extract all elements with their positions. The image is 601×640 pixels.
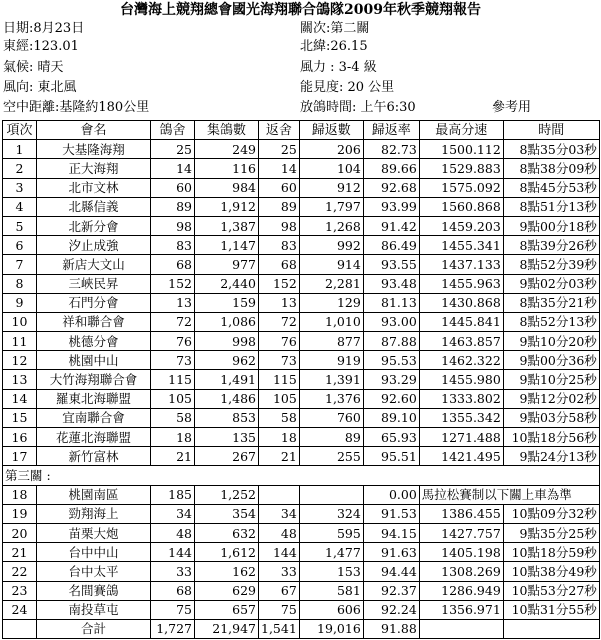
cell-returned-lofts: 58 xyxy=(259,408,300,427)
table-row xyxy=(3,485,600,504)
cell-rate: 93.29 xyxy=(363,370,419,389)
info-date: 日期:8月23日 xyxy=(3,21,85,36)
cell-rate: 86.49 xyxy=(363,236,419,255)
cell-club: 南投草屯 xyxy=(37,600,151,619)
cell-time: 8點51分13秒 xyxy=(503,197,599,216)
cell-top-speed: 1427.757 xyxy=(419,523,503,542)
cell-returned: 104 xyxy=(299,159,363,178)
cell-collected: 632 xyxy=(195,523,259,542)
cell-collected: 1,486 xyxy=(195,389,259,408)
col-header: 時間 xyxy=(503,121,599,140)
cell-rate: 92.24 xyxy=(363,600,419,619)
cell-index: 16 xyxy=(3,428,37,447)
cell-rate: 95.53 xyxy=(363,351,419,370)
info-round: 關次:第二關 xyxy=(300,21,370,36)
cell-collected: 116 xyxy=(195,159,259,178)
cell-time: 9點00分18秒 xyxy=(503,216,599,235)
cell-time: 8點45分53秒 xyxy=(503,178,599,197)
cell-index: 14 xyxy=(3,389,37,408)
table-row xyxy=(3,159,600,178)
cell-club: 正大海翔 xyxy=(37,159,151,178)
cell-index: 4 xyxy=(3,197,37,216)
table-row xyxy=(3,389,600,408)
cell-club: 花蓮北海聯盟 xyxy=(37,428,151,447)
cell-index: 5 xyxy=(3,216,37,235)
cell-index: 10 xyxy=(3,312,37,331)
cell-club: 桃園南區 xyxy=(37,485,151,504)
cell-returned: 877 xyxy=(299,332,363,351)
cell-returned: 324 xyxy=(299,504,363,523)
cell-lofts: 13 xyxy=(151,293,195,312)
cell-collected: 1,491 xyxy=(195,370,259,389)
cell-total-returned: 19,016 xyxy=(299,619,363,638)
cell-collected: 977 xyxy=(195,255,259,274)
cell-returned-lofts: 73 xyxy=(259,351,300,370)
cell-returned: 255 xyxy=(299,447,363,466)
col-header: 鴿舍 xyxy=(151,121,195,140)
cell-time: 10點53分27秒 xyxy=(503,581,599,600)
cell-index xyxy=(3,619,37,638)
cell-returned-lofts: 144 xyxy=(259,543,300,562)
cell-time: 8點52分13秒 xyxy=(503,312,599,331)
cell-rate: 93.48 xyxy=(363,274,419,293)
cell-total-lofts: 1,727 xyxy=(151,619,195,638)
cell-collected: 1,612 xyxy=(195,543,259,562)
cell-returned-lofts: 75 xyxy=(259,600,300,619)
cell-top-speed: 1459.203 xyxy=(419,216,503,235)
cell-time: 10點31分55秒 xyxy=(503,600,599,619)
cell-club: 台中中山 xyxy=(37,543,151,562)
cell-rate: 92.60 xyxy=(363,389,419,408)
cell-lofts: 14 xyxy=(151,159,195,178)
cell-time: 8點35分03秒 xyxy=(503,140,599,159)
table-row xyxy=(3,216,600,235)
col-header: 最高分速 xyxy=(419,121,503,140)
cell-returned-lofts: 21 xyxy=(259,447,300,466)
cell-returned-lofts: 13 xyxy=(259,293,300,312)
cell-rate: 91.53 xyxy=(363,504,419,523)
cell-collected: 159 xyxy=(195,293,259,312)
cell-index: 13 xyxy=(3,370,37,389)
cell-collected: 998 xyxy=(195,332,259,351)
cell-rate: 0.00 xyxy=(363,485,419,504)
cell-returned: 919 xyxy=(299,351,363,370)
table-row xyxy=(3,274,600,293)
cell-index: 22 xyxy=(3,562,37,581)
cell-time: 10點38分49秒 xyxy=(503,562,599,581)
info-visibility: 能見度: 20 公里 xyxy=(300,80,395,95)
cell-rate: 91.42 xyxy=(363,216,419,235)
cell-club: 北市文林 xyxy=(37,178,151,197)
table-row xyxy=(3,562,600,581)
table-row xyxy=(3,178,600,197)
cell-rate: 87.88 xyxy=(363,332,419,351)
cell-rate: 93.99 xyxy=(363,197,419,216)
cell-returned-lofts: 14 xyxy=(259,159,300,178)
cell-top-speed: 1333.802 xyxy=(419,389,503,408)
info-wind-force: 風力 : 3-4 級 xyxy=(300,60,377,75)
cell-top-speed: 1455.341 xyxy=(419,236,503,255)
cell-returned-lofts: 152 xyxy=(259,274,300,293)
table-row xyxy=(3,351,600,370)
cell-returned: 153 xyxy=(299,562,363,581)
cell-returned-lofts: 105 xyxy=(259,389,300,408)
cell-time: 10點18分59秒 xyxy=(503,543,599,562)
cell-rate: 81.13 xyxy=(363,293,419,312)
cell-top-speed: 1529.883 xyxy=(419,159,503,178)
cell-index: 12 xyxy=(3,351,37,370)
cell-index: 23 xyxy=(3,581,37,600)
cell-time: 9點00分36秒 xyxy=(503,351,599,370)
cell-lofts: 68 xyxy=(151,255,195,274)
cell-rate: 92.68 xyxy=(363,178,419,197)
results-table xyxy=(2,120,600,639)
table-row xyxy=(3,600,600,619)
cell-returned: 992 xyxy=(299,236,363,255)
cell-index: 18 xyxy=(3,485,37,504)
cell-returned: 1,391 xyxy=(299,370,363,389)
cell-time: 9點12分02秒 xyxy=(503,389,599,408)
cell-collected: 1,387 xyxy=(195,216,259,235)
cell-top-speed: 1308.269 xyxy=(419,562,503,581)
cell-returned: 1,376 xyxy=(299,389,363,408)
cell-index: 21 xyxy=(3,543,37,562)
cell-top-speed: 1445.841 xyxy=(419,312,503,331)
cell-top-speed: 1286.949 xyxy=(419,581,503,600)
cell-returned-lofts: 60 xyxy=(259,178,300,197)
col-header: 會名 xyxy=(37,121,151,140)
cell-returned-lofts: 89 xyxy=(259,197,300,216)
cell-top-speed: 1271.488 xyxy=(419,428,503,447)
cell-top-speed: 1463.857 xyxy=(419,332,503,351)
cell-collected: 267 xyxy=(195,447,259,466)
cell-returned-lofts: 48 xyxy=(259,523,300,542)
cell-index: 7 xyxy=(3,255,37,274)
cell-top-speed: 1355.342 xyxy=(419,408,503,427)
cell-club: 三峽民昇 xyxy=(37,274,151,293)
cell-returned-lofts: 25 xyxy=(259,140,300,159)
cell-returned-lofts: 34 xyxy=(259,504,300,523)
cell-returned-lofts: 33 xyxy=(259,562,300,581)
cell-collected: 1,147 xyxy=(195,236,259,255)
cell-returned: 595 xyxy=(299,523,363,542)
cell-top-speed: 1430.868 xyxy=(419,293,503,312)
cell-lofts: 75 xyxy=(151,600,195,619)
cell-returned: 1,797 xyxy=(299,197,363,216)
cell-returned-lofts: 68 xyxy=(259,255,300,274)
cell-returned: 89 xyxy=(299,428,363,447)
cell-index: 24 xyxy=(3,600,37,619)
cell-index: 11 xyxy=(3,332,37,351)
cell-club: 新竹富林 xyxy=(37,447,151,466)
cell-club: 石門分會 xyxy=(37,293,151,312)
cell-lofts: 144 xyxy=(151,543,195,562)
cell-returned: 129 xyxy=(299,293,363,312)
cell-returned-lofts xyxy=(259,485,300,504)
cell-top-speed: 1421.495 xyxy=(419,447,503,466)
cell-total-label: 合計 xyxy=(37,619,151,638)
cell-index: 1 xyxy=(3,140,37,159)
cell-time: 9點35分25秒 xyxy=(503,523,599,542)
cell-top-speed: 1386.455 xyxy=(419,504,503,523)
cell-time: 8點39分26秒 xyxy=(503,236,599,255)
table-row xyxy=(3,293,600,312)
section-label: 第三關 : xyxy=(3,466,600,485)
info-reference: 參考用 xyxy=(492,100,532,115)
cell-total-returned-lofts: 1,541 xyxy=(259,619,300,638)
info-longitude: 東經:123.01 xyxy=(3,39,79,54)
cell-top-speed: 1455.963 xyxy=(419,274,503,293)
cell-index: 3 xyxy=(3,178,37,197)
cell-lofts: 21 xyxy=(151,447,195,466)
cell-lofts: 73 xyxy=(151,351,195,370)
col-header: 歸返數 xyxy=(299,121,363,140)
cell-club: 汐止成強 xyxy=(37,236,151,255)
table-row xyxy=(3,370,600,389)
cell-collected: 1,086 xyxy=(195,312,259,331)
col-header: 返舍 xyxy=(259,121,300,140)
cell-rate: 89.66 xyxy=(363,159,419,178)
table-row xyxy=(3,312,600,331)
cell-top-speed: 1462.322 xyxy=(419,351,503,370)
col-header: 項次 xyxy=(3,121,37,140)
cell-collected: 1,912 xyxy=(195,197,259,216)
cell-rate: 93.55 xyxy=(363,255,419,274)
cell-club: 羅東北海聯盟 xyxy=(37,389,151,408)
cell-returned-lofts: 83 xyxy=(259,236,300,255)
table-row xyxy=(3,447,600,466)
report-title: 台灣海上競翔總會國光海翔聯合鴿隊2009年秋季競翔報告 xyxy=(120,2,481,18)
cell-club: 台中太平 xyxy=(37,562,151,581)
cell-returned-lofts: 72 xyxy=(259,312,300,331)
cell-index: 6 xyxy=(3,236,37,255)
cell-club: 新店大文山 xyxy=(37,255,151,274)
cell-returned: 581 xyxy=(299,581,363,600)
cell-returned-lofts: 67 xyxy=(259,581,300,600)
cell-returned-lofts: 115 xyxy=(259,370,300,389)
table-row xyxy=(3,428,600,447)
cell-index: 8 xyxy=(3,274,37,293)
cell-time: 8點38分09秒 xyxy=(503,159,599,178)
cell-total-rate: 91.88 xyxy=(363,619,419,638)
cell-lofts: 48 xyxy=(151,523,195,542)
cell-lofts: 89 xyxy=(151,197,195,216)
cell-lofts: 68 xyxy=(151,581,195,600)
cell-time: 9點24分13秒 xyxy=(503,447,599,466)
cell-time: 10點09分32秒 xyxy=(503,504,599,523)
cell-returned: 606 xyxy=(299,600,363,619)
cell-time: 10點18分56秒 xyxy=(503,428,599,447)
cell-rate: 82.73 xyxy=(363,140,419,159)
cell-index: 20 xyxy=(3,523,37,542)
cell-collected: 657 xyxy=(195,600,259,619)
cell-returned: 760 xyxy=(299,408,363,427)
cell-collected: 162 xyxy=(195,562,259,581)
info-weather: 氣候: 晴天 xyxy=(3,60,64,75)
cell-lofts: 34 xyxy=(151,504,195,523)
cell-index: 2 xyxy=(3,159,37,178)
cell-collected: 135 xyxy=(195,428,259,447)
cell-rate: 94.15 xyxy=(363,523,419,542)
table-row xyxy=(3,581,600,600)
cell-club: 名間賽鴿 xyxy=(37,581,151,600)
cell-empty xyxy=(503,619,599,638)
cell-lofts: 185 xyxy=(151,485,195,504)
table-row xyxy=(3,255,600,274)
cell-returned-lofts: 76 xyxy=(259,332,300,351)
cell-top-speed: 1356.971 xyxy=(419,600,503,619)
cell-top-speed: 1437.133 xyxy=(419,255,503,274)
cell-collected: 629 xyxy=(195,581,259,600)
cell-collected: 2,440 xyxy=(195,274,259,293)
cell-club: 桃園中山 xyxy=(37,351,151,370)
cell-lofts: 76 xyxy=(151,332,195,351)
cell-club: 大竹海翔聯合會 xyxy=(37,370,151,389)
cell-club: 桃德分會 xyxy=(37,332,151,351)
cell-club: 勁翔海上 xyxy=(37,504,151,523)
cell-rate: 93.00 xyxy=(363,312,419,331)
table-row xyxy=(3,408,600,427)
cell-total-collected: 21,947 xyxy=(195,619,259,638)
cell-top-speed: 1455.980 xyxy=(419,370,503,389)
cell-time: 8點52分39秒 xyxy=(503,255,599,274)
cell-returned: 1,010 xyxy=(299,312,363,331)
cell-returned-lofts: 98 xyxy=(259,216,300,235)
cell-time: 9點02分03秒 xyxy=(503,274,599,293)
cell-lofts: 152 xyxy=(151,274,195,293)
cell-collected: 984 xyxy=(195,178,259,197)
table-row xyxy=(3,543,600,562)
cell-lofts: 58 xyxy=(151,408,195,427)
cell-club: 大基隆海翔 xyxy=(37,140,151,159)
cell-club: 苗栗大炮 xyxy=(37,523,151,542)
cell-returned: 912 xyxy=(299,178,363,197)
section-row xyxy=(3,466,600,485)
col-header: 歸返率 xyxy=(363,121,419,140)
cell-collected: 249 xyxy=(195,140,259,159)
cell-top-speed: 1560.868 xyxy=(419,197,503,216)
cell-lofts: 115 xyxy=(151,370,195,389)
info-wind-direction: 風向: 東北風 xyxy=(3,80,77,95)
table-row xyxy=(3,332,600,351)
cell-club: 北縣信義 xyxy=(37,197,151,216)
cell-rate: 89.10 xyxy=(363,408,419,427)
cell-collected: 853 xyxy=(195,408,259,427)
cell-index: 17 xyxy=(3,447,37,466)
cell-empty xyxy=(419,619,503,638)
table-row xyxy=(3,140,600,159)
cell-lofts: 25 xyxy=(151,140,195,159)
cell-time: 9點10分20秒 xyxy=(503,332,599,351)
cell-collected: 1,252 xyxy=(195,485,259,504)
cell-returned-lofts: 18 xyxy=(259,428,300,447)
cell-returned: 1,477 xyxy=(299,543,363,562)
cell-returned: 1,268 xyxy=(299,216,363,235)
cell-rate: 65.93 xyxy=(363,428,419,447)
cell-lofts: 18 xyxy=(151,428,195,447)
cell-collected: 962 xyxy=(195,351,259,370)
cell-note: 馬拉松賽制以下關上車為準 xyxy=(419,485,599,504)
cell-lofts: 105 xyxy=(151,389,195,408)
cell-top-speed: 1575.092 xyxy=(419,178,503,197)
cell-top-speed: 1500.112 xyxy=(419,140,503,159)
table-header-row xyxy=(3,121,600,140)
cell-time: 9點10分25秒 xyxy=(503,370,599,389)
cell-rate: 91.63 xyxy=(363,543,419,562)
cell-rate: 95.51 xyxy=(363,447,419,466)
table-row xyxy=(3,523,600,542)
col-header: 集鴿數 xyxy=(195,121,259,140)
cell-club: 北新分會 xyxy=(37,216,151,235)
total-row xyxy=(3,619,600,638)
cell-index: 19 xyxy=(3,504,37,523)
cell-time: 9點03分58秒 xyxy=(503,408,599,427)
cell-returned: 2,281 xyxy=(299,274,363,293)
info-latitude: 北緯:26.15 xyxy=(300,39,368,54)
cell-lofts: 98 xyxy=(151,216,195,235)
cell-lofts: 72 xyxy=(151,312,195,331)
cell-lofts: 83 xyxy=(151,236,195,255)
cell-lofts: 33 xyxy=(151,562,195,581)
cell-rate: 92.37 xyxy=(363,581,419,600)
table-row xyxy=(3,197,600,216)
cell-returned xyxy=(299,485,363,504)
info-release-time: 放鴿時間: 上午6:30 xyxy=(300,100,416,115)
table-row xyxy=(3,504,600,523)
info-distance: 空中距離:基隆約180公里 xyxy=(3,100,150,115)
cell-returned: 206 xyxy=(299,140,363,159)
cell-collected: 354 xyxy=(195,504,259,523)
cell-lofts: 60 xyxy=(151,178,195,197)
table-row xyxy=(3,236,600,255)
cell-club: 祥和聯合會 xyxy=(37,312,151,331)
cell-top-speed: 1405.198 xyxy=(419,543,503,562)
cell-time: 8點35分21秒 xyxy=(503,293,599,312)
cell-rate: 94.44 xyxy=(363,562,419,581)
cell-club: 宜南聯合會 xyxy=(37,408,151,427)
cell-index: 15 xyxy=(3,408,37,427)
cell-returned: 914 xyxy=(299,255,363,274)
cell-index: 9 xyxy=(3,293,37,312)
